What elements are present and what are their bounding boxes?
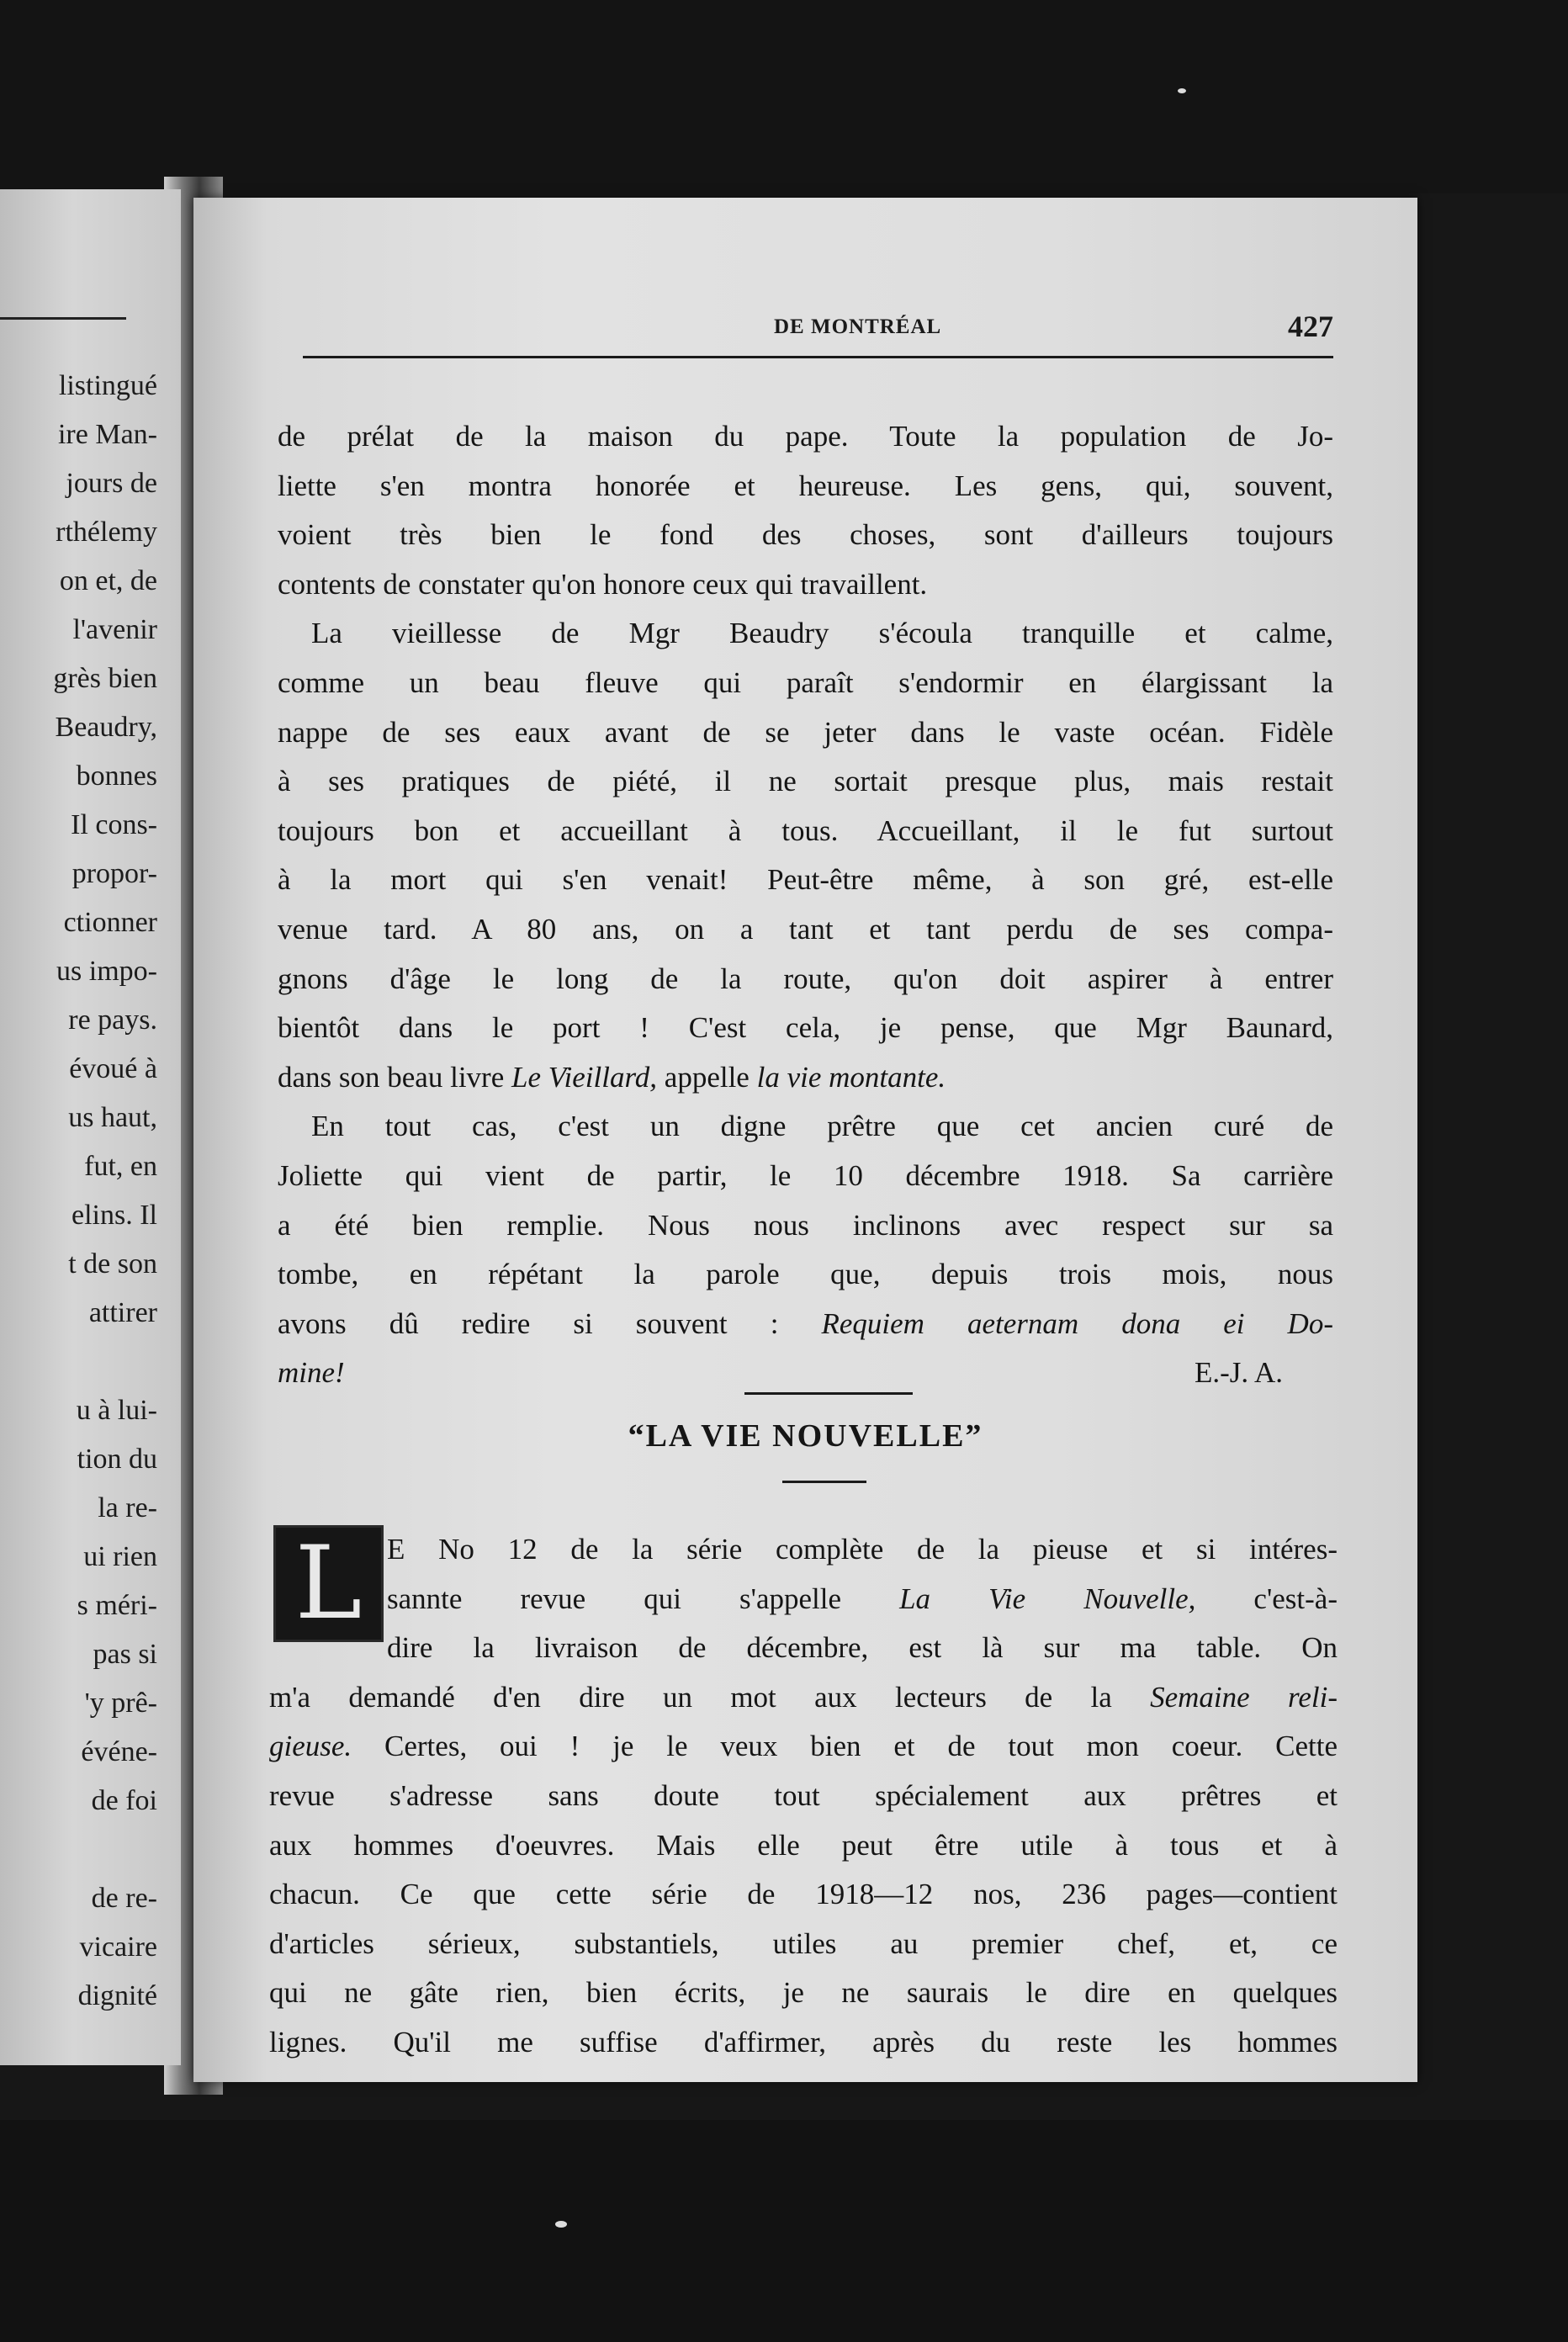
- article-body: [278, 412, 1333, 1398]
- left-page-fragment: vicaire: [79, 1931, 157, 1963]
- left-page-fragment: événe-: [81, 1736, 157, 1767]
- running-title: DE MONTRÉAL: [774, 315, 942, 338]
- section-line: [269, 1673, 1338, 1723]
- article-line: à ses pratiques de piété, il ne sortait presque plus, mais restait: [278, 765, 1333, 798]
- article-line: [278, 1300, 1333, 1349]
- article-line: venue tard. A 80 ans, on a tant et tant perdu de ses compa-: [278, 912, 1333, 946]
- section-rule-top: [744, 1392, 913, 1395]
- text-span: dans son beau livre: [278, 1060, 511, 1094]
- left-page-fragment: la re-: [98, 1492, 157, 1523]
- article-line: La vieillesse de Mgr Beaudry s'écoula tranquille et calme,: [311, 617, 1333, 650]
- left-page-fragment: pas si: [93, 1639, 157, 1670]
- section-line: chacun. Ce que cette série de 1918—12 nos, 236 pages—contient: [269, 1878, 1338, 1911]
- article-line: liette s'en montra honorée et heureuse. Les gens, qui, souvent,: [278, 469, 1333, 502]
- text-span: avons dû redire si souvent :: [278, 1306, 822, 1340]
- left-page-fragment: jours de: [66, 468, 157, 499]
- article-line: de prélat de la maison du pape. Toute la population de Jo-: [278, 420, 1333, 453]
- article-line: tombe, en répétant la parole que, depuis trois mois, nous: [278, 1258, 1333, 1291]
- article-line: a été bien remplie. Nous nous inclinons avec respect sur sa: [278, 1208, 1333, 1242]
- article-line: à la mort qui s'en venait! Peut-être même, à son gré, est-elle: [278, 863, 1333, 897]
- left-page-fragment: s méri-: [77, 1590, 157, 1621]
- latin-phrase-italic: Requiem aeternam dona ei Do-: [821, 1306, 1333, 1340]
- author-signature: E.-J. A.: [1195, 1356, 1283, 1390]
- section-rule-bottom: [782, 1481, 866, 1483]
- article-line: Joliette qui vient de partir, le 10 décembre 1918. Sa carrière: [278, 1158, 1333, 1192]
- left-page-fragment: de re-: [91, 1883, 157, 1914]
- text-span: sannte revue qui s'appelle: [387, 1582, 900, 1615]
- article-final-line: [278, 1349, 1333, 1398]
- left-page-fragment: propor-: [72, 858, 157, 889]
- left-page-fragment: Il cons-: [71, 809, 157, 840]
- left-page-fragment: listingué: [58, 370, 157, 401]
- page-427: [193, 198, 1417, 2082]
- left-page-fragment: us haut,: [68, 1102, 157, 1133]
- left-page-fragment: fut, en: [84, 1151, 157, 1182]
- left-page-fragment: ire Man-: [57, 419, 157, 450]
- text-span: c'est-à-: [1195, 1582, 1338, 1615]
- left-page-fragment: elins. Il: [72, 1200, 157, 1231]
- article-line: gnons d'âge le long de la route, qu'on doit aspirer à entrer: [278, 962, 1333, 995]
- left-page-fragment: l'avenir: [72, 614, 157, 645]
- film-border-bottom: [0, 2120, 1568, 2342]
- section-line: aux hommes d'oeuvres. Mais elle peut être utile à tous et à: [269, 1828, 1338, 1862]
- left-page-fragment: dignité: [77, 1980, 157, 2011]
- left-page-fragment: u à lui-: [76, 1395, 157, 1426]
- left-page-fragment: tion du: [77, 1444, 157, 1475]
- left-page-fragment: bonnes: [76, 760, 157, 792]
- article-line: toujours bon et accueillant à tous. Accueillant, il le fut surtout: [278, 813, 1333, 847]
- left-page-fragment: [53, 1825, 157, 1874]
- left-page-rule: [0, 317, 126, 320]
- article-line: nappe de ses eaux avant de se jeter dans le vaste océan. Fidèle: [278, 715, 1333, 749]
- phrase-italic: la vie montante.: [756, 1060, 946, 1094]
- page-number: 427: [1288, 310, 1333, 343]
- article-line: comme un beau fleuve qui paraît s'endormir en élargissant la: [278, 665, 1333, 699]
- article-line: En tout cas, c'est un digne prêtre que cet ancien curé de: [311, 1110, 1333, 1143]
- left-page-fragment: us impo-: [56, 956, 157, 987]
- section-line: qui ne gâte rien, bien écrits, je ne saurais le dire en quelques: [269, 1976, 1338, 2010]
- left-page-fragment: re pays.: [68, 1004, 157, 1036]
- section-line: [269, 1722, 1338, 1772]
- running-header: [303, 310, 1333, 391]
- article-line: [278, 1053, 1333, 1103]
- left-page-fragment: évoué à: [69, 1053, 157, 1084]
- book-title-italic: Le Vieillard,: [511, 1060, 658, 1094]
- section-line: E No 12 de la série complète de la pieuse et si intéres-: [387, 1533, 1338, 1566]
- left-page-fragment: [53, 1338, 157, 1386]
- section-line: [269, 1575, 1338, 1624]
- text-span: m'a demandé d'en dire un mot aux lecteurs de la: [269, 1680, 1151, 1714]
- publication-title-italic: gieuse.: [269, 1730, 352, 1763]
- header-rule: [303, 356, 1333, 358]
- left-page-fragment: rthélemy: [56, 517, 157, 548]
- left-page-text-fragments: [53, 362, 157, 2021]
- left-page-fragment: de foi: [91, 1785, 157, 1816]
- left-page-fragment: grès bien: [53, 663, 157, 694]
- section-title: “LA VIE NOUVELLE”: [628, 1418, 983, 1454]
- section-line: revue s'adresse sans doute tout spécialement aux prêtres et: [269, 1778, 1338, 1812]
- dust-speck: [555, 2221, 567, 2228]
- left-page-fragment: Beaudry,: [55, 712, 157, 743]
- section-line: dire la livraison de décembre, est là sur ma table. On: [387, 1631, 1338, 1665]
- drop-cap-initial: L: [273, 1525, 384, 1642]
- left-page-fragment: ctionner: [63, 907, 157, 938]
- section-line: lignes. Qu'il me suffise d'affirmer, après du reste les hommes: [269, 2025, 1338, 2059]
- review-title-italic: La Vie Nouvelle,: [899, 1582, 1196, 1615]
- film-border-top: [0, 0, 1568, 193]
- publication-title-italic: Semaine reli-: [1150, 1680, 1338, 1714]
- article-line: voient très bien le fond des choses, sont d'ailleurs toujours: [278, 518, 1333, 552]
- left-facing-page: [0, 189, 181, 2065]
- section-line: d'articles sérieux, substantiels, utiles au premier chef, et, ce: [269, 1926, 1338, 1960]
- left-page-fragment: 'y prê-: [84, 1688, 157, 1719]
- text-span: appelle: [657, 1060, 757, 1094]
- left-page-fragment: on et, de: [59, 565, 157, 596]
- latin-phrase-end: mine!: [278, 1356, 345, 1390]
- left-page-fragment: t de son: [68, 1248, 157, 1280]
- left-page-fragment: ui rien: [83, 1541, 157, 1572]
- article-line: contents de constater qu'on honore ceux qui travaillent.: [278, 567, 928, 601]
- article-line: bientôt dans le port ! C'est cela, je pense, que Mgr Baunard,: [278, 1011, 1333, 1045]
- left-page-fragment: attirer: [88, 1297, 157, 1328]
- section-body: [269, 1525, 1338, 2068]
- dust-speck: [1178, 88, 1186, 93]
- text-span: Certes, oui ! je le veux bien et de tout mon coeur. Cette: [352, 1730, 1338, 1763]
